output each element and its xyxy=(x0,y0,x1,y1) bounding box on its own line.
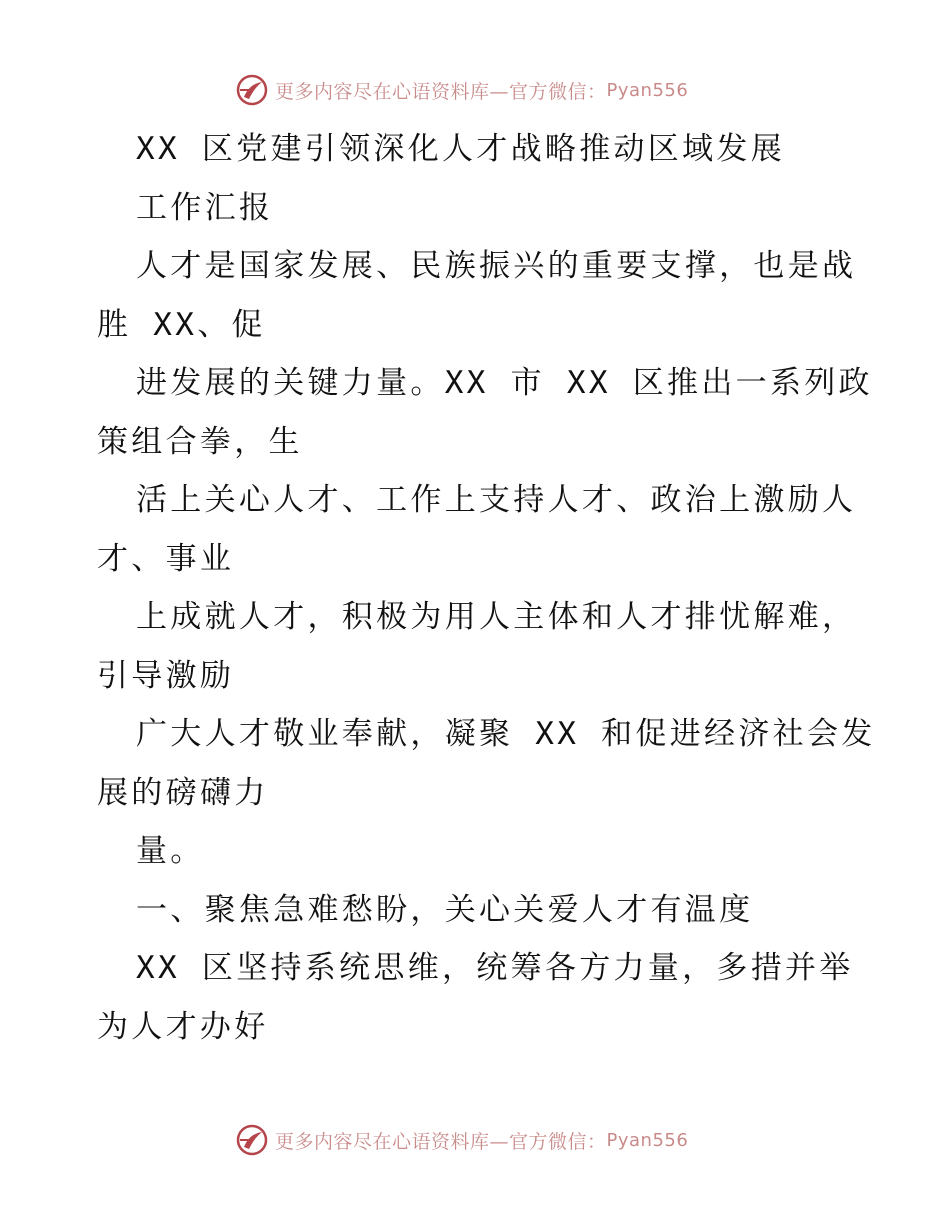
logo-icon xyxy=(235,1123,269,1157)
paragraph-line: 活上关心人才、工作上支持人才、政治上激励人 xyxy=(136,482,857,518)
logo-icon xyxy=(235,73,269,107)
watermark-text: 更多内容尽在心语资料库—官方微信： xyxy=(275,1130,607,1153)
paragraph-line: 才、事业 xyxy=(97,540,235,577)
paragraph-line: 上成就人才，积极为用人主体和人才排忧解难， xyxy=(136,599,857,635)
paragraph-line: 进发展的关键力量。XX 市 XX 区推出一系列政 xyxy=(136,365,873,401)
paragraph-line: XX 区坚持系统思维，统筹各方力量，多措并举 xyxy=(136,950,854,986)
watermark-id: Pyan556 xyxy=(606,79,689,101)
section-heading: 一、聚焦急难愁盼，关心关爱人才有温度 xyxy=(136,891,754,928)
document-title: XX 区党建引领深化人才战略推动区域发展 xyxy=(136,131,785,167)
paragraph-line: 展的磅礴力 xyxy=(97,774,269,811)
paragraph-line: 为人才办好 xyxy=(97,1008,269,1045)
paragraph-line: 策组合拳，生 xyxy=(97,423,303,460)
paragraph-line: 量。 xyxy=(136,833,205,869)
paragraph-line: 胜 XX、促 xyxy=(97,306,266,343)
paragraph-line: 人才是国家发展、民族振兴的重要支撑，也是战 xyxy=(136,248,857,284)
document-body xyxy=(97,120,876,1056)
document-subtitle: 工作汇报 xyxy=(136,189,274,226)
paragraph-line: 广大人才敬业奉献，凝聚 XX 和促进经济社会发 xyxy=(136,716,876,752)
watermark-id: Pyan556 xyxy=(606,1129,689,1151)
watermark-footer xyxy=(235,1122,715,1158)
watermark-text: 更多内容尽在心语资料库—官方微信： xyxy=(275,80,607,103)
watermark-header xyxy=(235,72,715,108)
paragraph-line: 引导激励 xyxy=(97,657,235,694)
